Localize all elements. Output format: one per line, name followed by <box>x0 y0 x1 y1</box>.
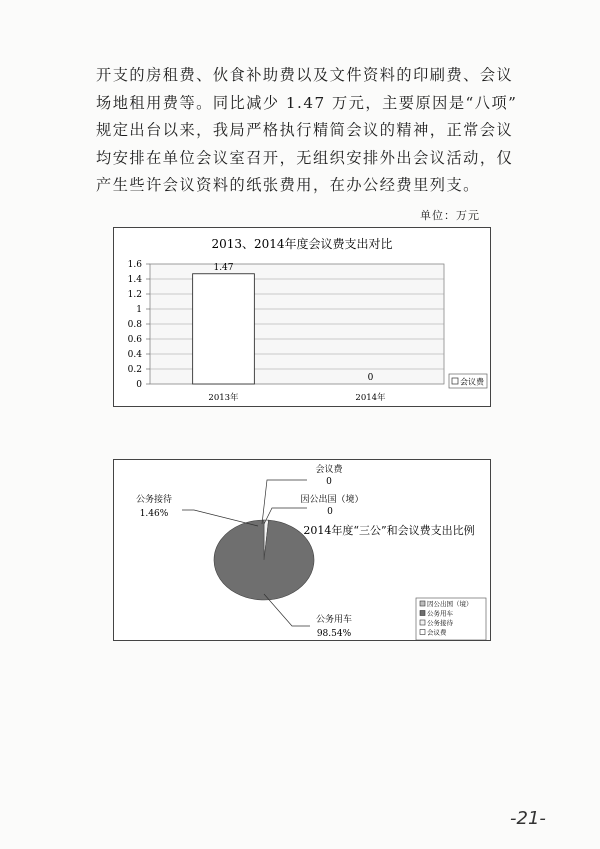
legend-entry: 会议费 <box>460 377 484 387</box>
pie-label-car: 公务用车 <box>315 615 353 625</box>
bar-legend <box>449 374 487 388</box>
pie-label-meeting: 会议费 <box>315 465 343 475</box>
body-line: 均安排在单位会议室召开，无组织安排外出会议活动，仅 <box>96 148 514 167</box>
bar <box>193 274 255 384</box>
y-tick-label: 0.8 <box>127 320 142 330</box>
legend-swatch <box>420 620 425 625</box>
y-tick-label: 1 <box>136 305 142 315</box>
pie-value-meeting: 0 <box>326 477 332 487</box>
y-tick-label: 0.4 <box>127 350 142 360</box>
legend-entry: 公务用车 <box>427 609 453 618</box>
legend-swatch <box>420 611 425 616</box>
x-category-label: 2013年 <box>208 393 239 403</box>
legend-entry: 会议费 <box>427 628 447 637</box>
pie-chart-frame <box>113 459 491 641</box>
body-line: 规定出台以来，我局严格执行精简会议的精神，正常会议 <box>96 121 514 140</box>
x-category-label: 2014年 <box>355 393 386 403</box>
pie-legend <box>416 598 486 640</box>
pie-value-reception: 1.46% <box>139 509 169 519</box>
bar-chart <box>114 228 490 406</box>
pie-chart-title: 2014年度“三公”和会议费支出比例 <box>303 524 475 537</box>
data-label: 0 <box>367 373 374 383</box>
pie-label-abroad: 因公出国（境） <box>300 495 364 505</box>
bar-chart-title: 2013、2014年度会议费支出对比 <box>211 237 393 251</box>
unit-label: 单位：万元 <box>420 209 480 222</box>
data-label: 1.47 <box>213 262 234 273</box>
y-tick-label: 1.4 <box>127 275 142 285</box>
body-line: 开支的房租费、伙食补助费以及文件资料的印刷费、会议 <box>96 66 514 84</box>
body-text <box>96 62 526 200</box>
legend-entry: 因公出国（境） <box>427 600 473 608</box>
y-tick-label: 0.6 <box>127 335 142 345</box>
pie-value-car: 98.54% <box>316 629 352 639</box>
legend-swatch <box>452 378 458 384</box>
body-line: 场地租用费等。同比减少 1.47 万元，主要原因是“八项” <box>96 93 518 112</box>
legend-entry: 公务接待 <box>427 619 453 627</box>
y-tick-label: 0 <box>136 380 142 390</box>
pie-chart <box>114 460 490 640</box>
bar-chart-frame <box>113 227 491 407</box>
pie-slice <box>214 520 314 600</box>
pie-value-abroad: 0 <box>327 507 333 517</box>
page-number: -21- <box>510 808 546 829</box>
body-line: 产生些许会议资料的纸张费用，在办公经费里列支。 <box>96 176 480 195</box>
y-tick-label: 0.2 <box>127 365 142 375</box>
legend-swatch <box>420 601 425 606</box>
legend-swatch <box>420 630 425 635</box>
y-tick-label: 1.6 <box>127 260 142 270</box>
pie-label-reception: 公务接待 <box>135 495 173 505</box>
y-tick-label: 1.2 <box>127 290 142 300</box>
